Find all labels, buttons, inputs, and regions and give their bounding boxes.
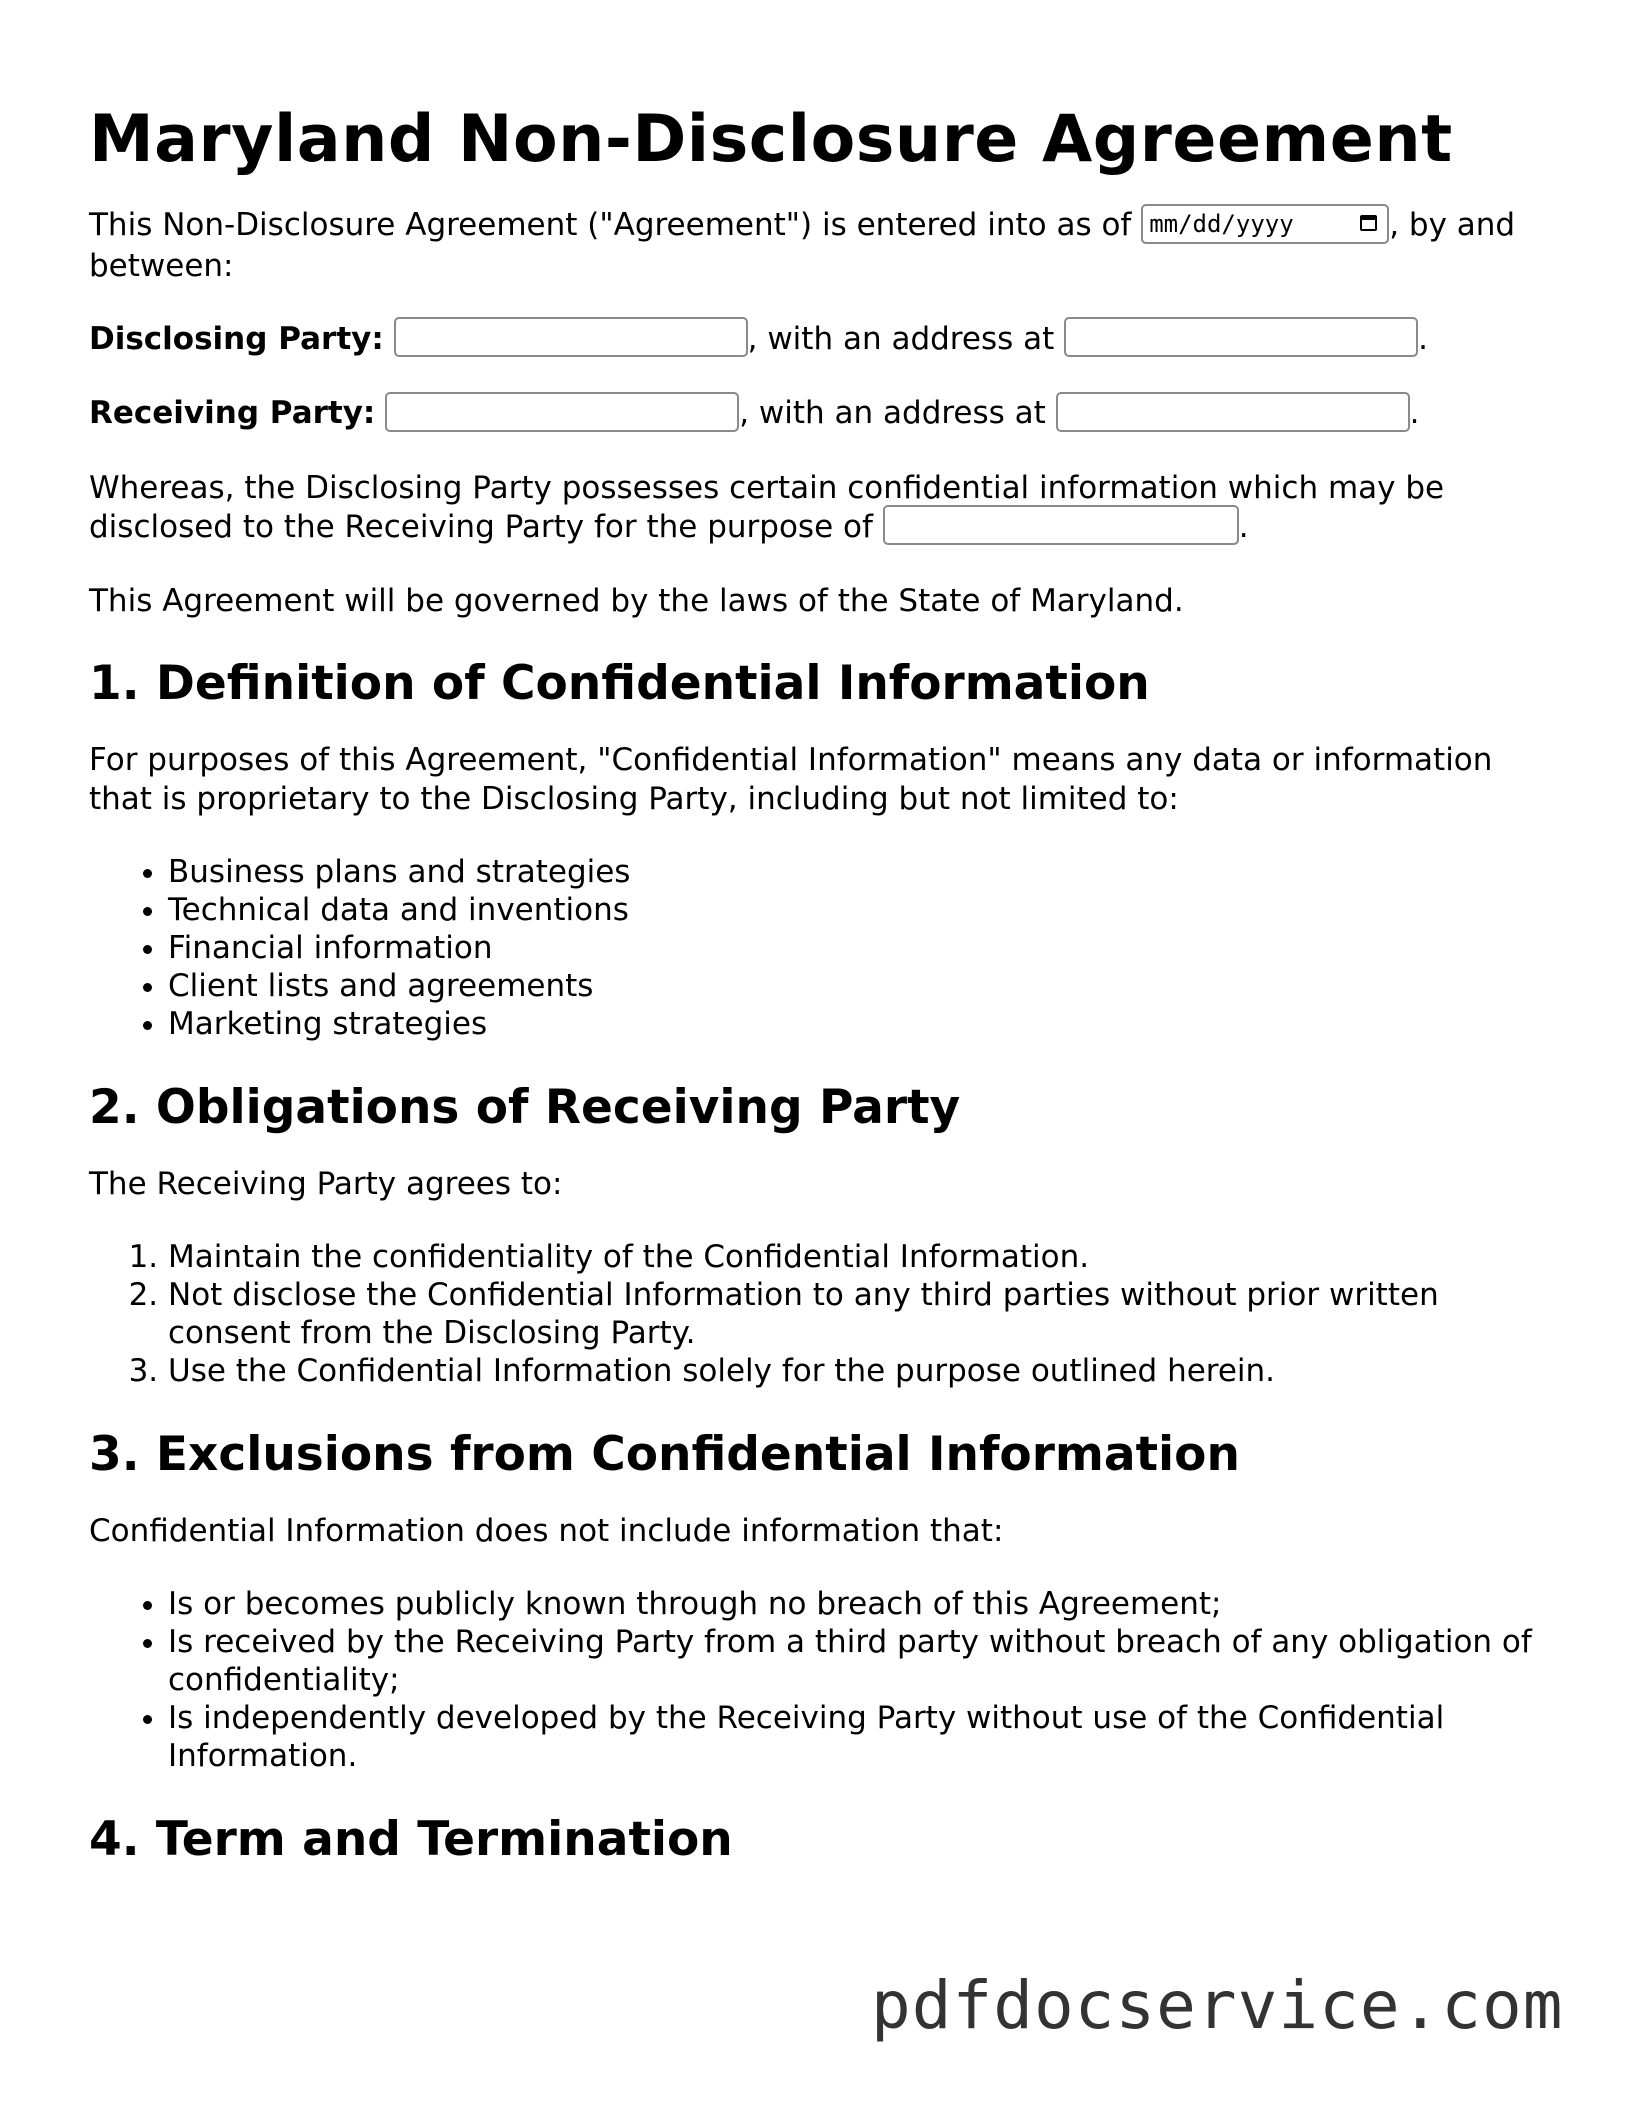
- list-item: • Business plans and strategies: [168, 853, 1549, 891]
- list-item: 3. Use the Confidential Information solely for the purpose outlined herein.: [168, 1352, 1549, 1390]
- calendar-icon[interactable]: [1360, 215, 1377, 231]
- receiving-party-name-input[interactable]: [385, 392, 739, 432]
- receiving-party-line: [89, 394, 1549, 435]
- intro-text-end: , by and between:: [89, 207, 1516, 284]
- document-title: Maryland Non-Disclosure Agreement: [89, 102, 1453, 177]
- list-item: • Is or becomes publicly known through no breach of this Agreement;: [168, 1585, 1549, 1623]
- intro-text: This Non-Disclosure Agreement ("Agreement") is entered into as of: [89, 207, 1142, 243]
- receiving-party-address-input[interactable]: [1056, 392, 1410, 432]
- list-item: • Is independently developed by the Receiving Party without use of the Confidential Information.: [168, 1699, 1549, 1775]
- purpose-input[interactable]: [883, 505, 1239, 545]
- list-item: • Financial information: [168, 929, 1549, 967]
- disclosing-party-end: .: [1418, 320, 1428, 357]
- section-3-heading: 3. Exclusions from Confidential Information: [89, 1427, 1240, 1482]
- receiving-party-label: Receiving Party:: [89, 395, 376, 431]
- list-item: • Is received by the Receiving Party from a third party without breach of any obligation of confidentiality;: [168, 1623, 1549, 1699]
- agreement-date-input[interactable]: [1141, 204, 1389, 244]
- section-4-heading: 4. Term and Termination: [89, 1812, 733, 1867]
- section-1-heading: 1. Definition of Confidential Information: [89, 656, 1150, 711]
- whereas-text: Whereas, the Disclosing Party possesses certain confidential information which may be disclosed to the Receiving Party for the purpose of: [89, 469, 1445, 545]
- section-1-list: [89, 853, 1549, 1043]
- disclosing-party-address-input[interactable]: [1064, 317, 1418, 357]
- section-3-list: [89, 1585, 1549, 1775]
- document-page: [89, 100, 1549, 1897]
- disclosing-party-label: Disclosing Party:: [89, 320, 384, 357]
- section-2-heading: 2. Obligations of Receiving Party: [89, 1080, 961, 1135]
- section-2-text: The Receiving Party agrees to:: [89, 1166, 563, 1202]
- section-1-text: For purposes of this Agreement, "Confidential Information" means any data or information that is proprietary to the Disclosing Party, including but not limited to:: [89, 742, 1493, 817]
- list-item: • Technical data and inventions: [168, 891, 1549, 929]
- receiving-party-end: .: [1409, 395, 1420, 431]
- disclosing-party-address-text: , with an address at: [747, 320, 1065, 357]
- watermark: pdfdocservice.com: [871, 1967, 1564, 2044]
- list-item: 1. Maintain the confidentiality of the Confidential Information.: [168, 1238, 1549, 1276]
- receiving-party-address-text: , with an address at: [739, 395, 1056, 431]
- list-item: • Marketing strategies: [168, 1005, 1549, 1043]
- section-2-list: [89, 1238, 1549, 1390]
- date-placeholder: mm/dd/yyyy: [1149, 209, 1294, 238]
- intro-paragraph: [89, 206, 1549, 286]
- section-3-text: Confidential Information does not include information that:: [89, 1513, 1004, 1549]
- whereas-paragraph: [89, 469, 1549, 549]
- list-item: • Client lists and agreements: [168, 967, 1549, 1005]
- list-item: 2. Not disclose the Confidential Information to any third parties without prior written consent from the Disclosing Party.: [168, 1276, 1549, 1352]
- whereas-end: .: [1238, 508, 1249, 545]
- governing-law-paragraph: This Agreement will be governed by the laws of the State of Maryland.: [89, 583, 1184, 619]
- disclosing-party-line: [89, 320, 1549, 361]
- disclosing-party-name-input[interactable]: [394, 317, 748, 357]
